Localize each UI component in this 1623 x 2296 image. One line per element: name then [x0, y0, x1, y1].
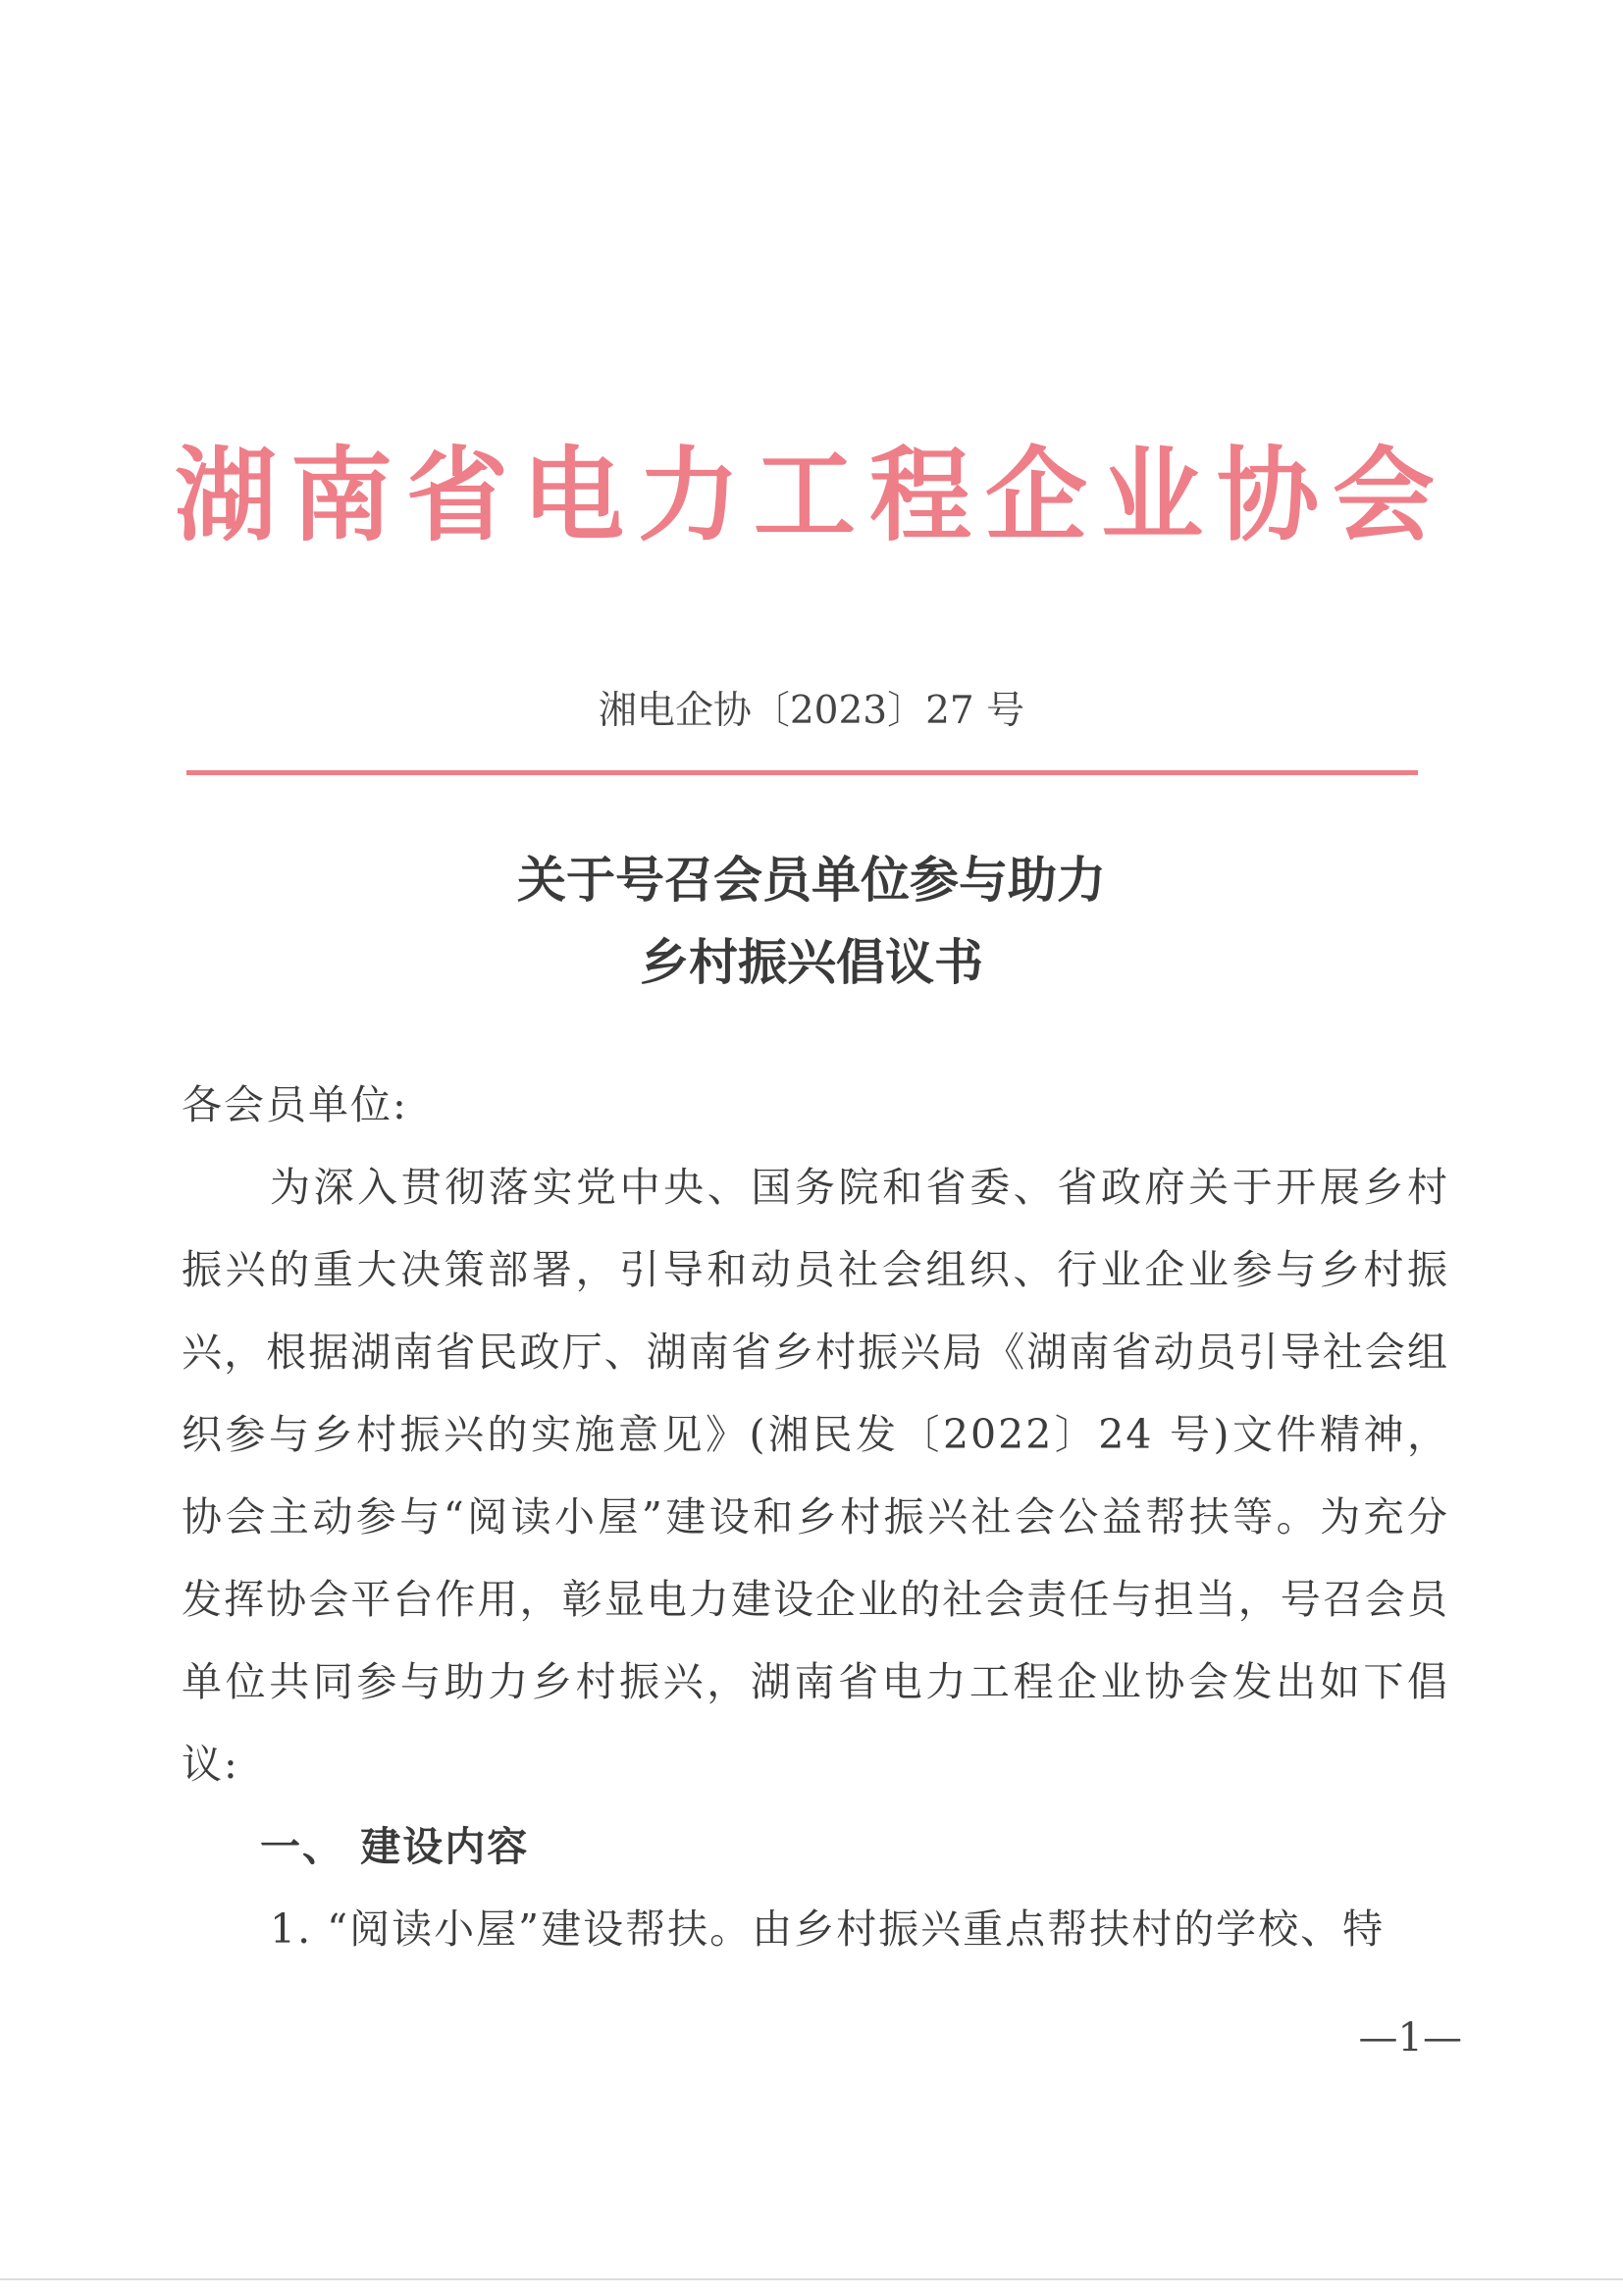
- title-line-1: 关于号召会员单位参与助力: [517, 852, 1106, 909]
- organization-header: 湖南省电力工程企业协会: [174, 436, 1448, 555]
- title-line-2: 乡村振兴倡议书: [640, 934, 983, 991]
- page-number: —1—: [1358, 2015, 1462, 2061]
- red-divider-line: [186, 770, 1418, 775]
- document-number: 湘电企协〔2023〕27 号: [598, 689, 1025, 733]
- salutation: 各会员单位:: [182, 1081, 408, 1128]
- page-bottom-edge: [0, 2278, 1623, 2280]
- section-heading-1: 一、 建设内容: [260, 1823, 530, 1870]
- document-body: [182, 1064, 1449, 1970]
- document-title: [0, 839, 1623, 1004]
- intro-paragraph: 为深入贯彻落实党中央、国务院和省委、省政府关于开展乡村振兴的重大决策部署，引导和动员社会组织、行业企业参与乡村振兴，根据湖南省民政厅、湖南省乡村振兴局《湖南省动员引导社会组织参与乡村振兴的实施意见》(湘民发〔2022〕24 号)文件精神，协会主动参与“阅读小屋”建设和乡村振兴社会公益帮扶等。为充分发挥协会平台作用，彰显电力建设企业的社会责任与担当，号召会员单位共同参与助力乡村振兴，湖南省电力工程企业协会发出如下倡议:: [182, 1164, 1449, 1788]
- list-item-1: 1. “阅读小屋”建设帮扶。由乡村振兴重点帮扶村的学校、特: [270, 1905, 1386, 1953]
